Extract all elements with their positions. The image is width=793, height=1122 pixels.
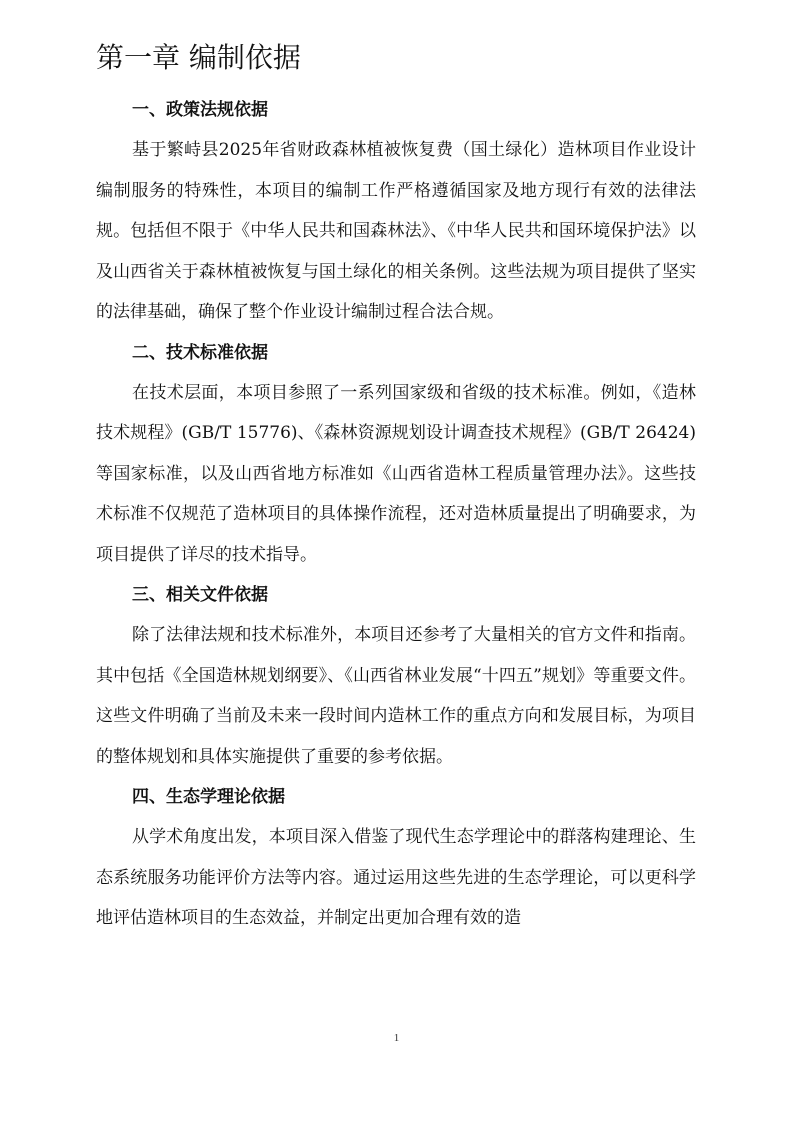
chapter-title: 第一章 编制依据	[96, 41, 301, 74]
section-policy	[96, 90, 696, 333]
section-heading-policy: 一、政策法规依据	[132, 100, 268, 120]
page-number: 1	[393, 1032, 400, 1044]
section-heading-related-documents: 三、相关文件依据	[132, 585, 268, 605]
section-paragraph-ecology-theory: 从学术角度出发，本项目深入借鉴了现代生态学理论中的群落构建理论、生态系统服务功能评价方法等内容。通过运用这些先进的生态学理论，可以更科学地评估造林项目的生态效益，并制定出更加合理有效的造	[96, 827, 696, 928]
section-heading-ecology-theory: 四、生态学理论依据	[132, 787, 285, 807]
section-related-documents	[96, 575, 696, 777]
section-technical-standards	[96, 333, 696, 576]
section-ecology-theory	[96, 777, 696, 939]
section-heading-technical-standards: 二、技术标准依据	[132, 342, 268, 363]
page-content	[96, 36, 696, 939]
section-paragraph-technical-standards: 在技术层面，本项目参照了一系列国家级和省级的技术标准。例如，《造林技术规程》(GB/T 15776)、《森林资源规划设计调查技术规程》(GB/T 26424)等国家标准，以及山西省地方标准如《山西省造林工程质量管理办法》。这些技术标准不仅规范了造林项目的具体操作流程，还对造林质量提出了明确要求，为项目提供了详尽的技术指导。	[96, 382, 696, 565]
section-paragraph-policy: 基于繁峙县2025年省财政森林植被恢复费（国土绿化）造林项目作业设计编制服务的特殊性，本项目的编制工作严格遵循国家及地方现行有效的法律法规。包括但不限于《中华人民共和国森林法》、《中华人民共和国环境保护法》以及山西省关于森林植被恢复与国土绿化的相关条例。这些法规为项目提供了坚实的法律基础，确保了整个作业设计编制过程合法合规。	[96, 140, 696, 322]
section-paragraph-related-documents: 除了法律法规和技术标准外，本项目还参考了大量相关的官方文件和指南。其中包括《全国造林规划纲要》、《山西省林业发展“十四五”规划》等重要文件。这些文件明确了当前及未来一段时间内造林工作的重点方向和发展目标，为项目的整体规划和具体实施提供了重要的参考依据。	[96, 625, 696, 767]
